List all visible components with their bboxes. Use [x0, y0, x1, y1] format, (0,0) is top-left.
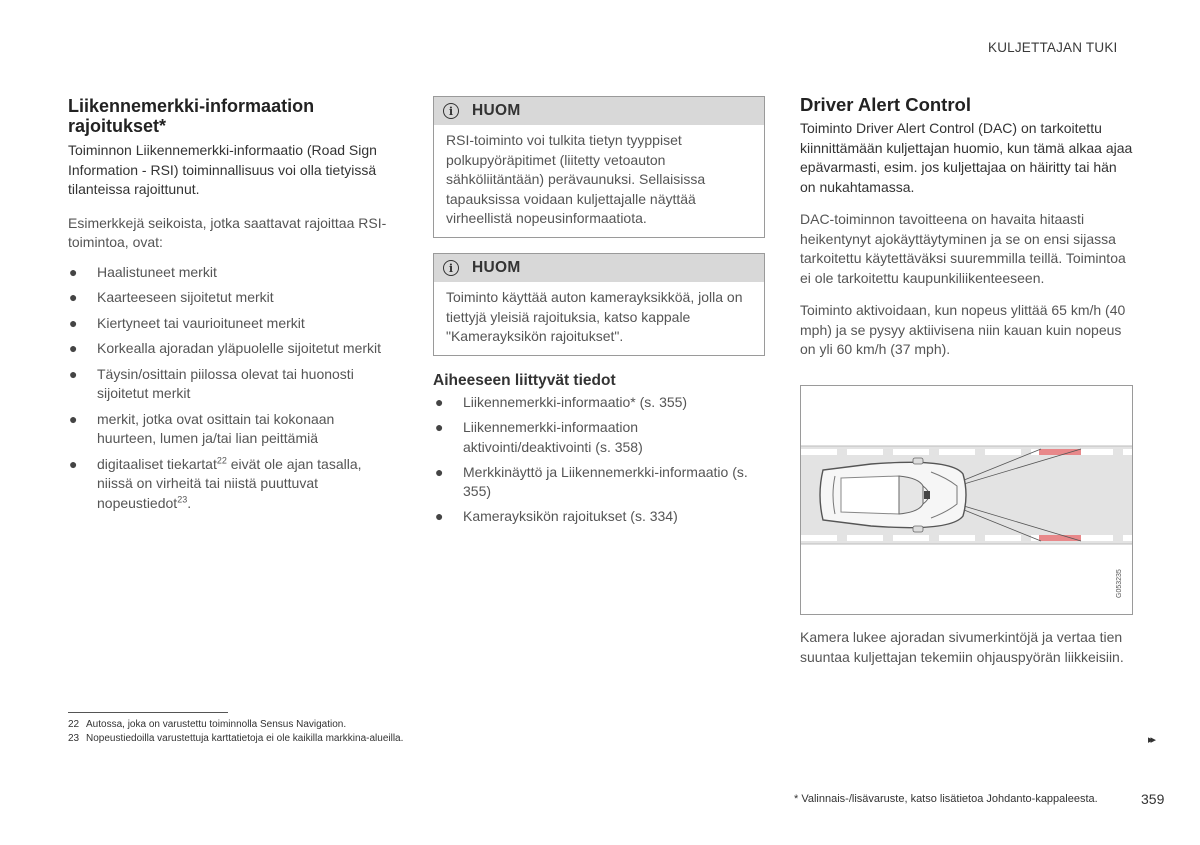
car-icon [820, 458, 966, 532]
bullet-icon: ● [69, 365, 78, 382]
next-page-arrow-icon[interactable]: ▸▸ [1148, 734, 1154, 746]
note-box-1 [433, 96, 765, 238]
bullet-icon: ● [435, 419, 444, 435]
camera-unit [924, 491, 930, 499]
list-item: ● Täysin/osittain piilossa olevat tai huonosti sijoitetut merkit [69, 365, 354, 401]
page-number: 359 [1141, 791, 1165, 807]
note-header [434, 254, 764, 282]
optional-equipment-note: * Valinnais-/lisävaruste, katso lisätietoa Johdanto-kappaleesta. [794, 793, 1098, 805]
list-item: ● Korkealla ajoradan yläpuolelle sijoitetut merkit [68, 339, 394, 359]
bullet-icon: ● [69, 410, 78, 427]
related-links [433, 393, 765, 527]
footnote: 23 Nopeustiedoilla varustettuja karttatietoja ei ole kaikilla markkina-alueilla. [68, 733, 404, 744]
footnote-ref[interactable]: 22 [216, 454, 227, 465]
dac-intro: Toiminto Driver Alert Control (DAC) on tarkoitettu kiinnittämään kuljettajan huomio, kun tämä alkaa ajaa epävarmasti, esim. jos kuljettajaa on häiritty tai hän on nukahtamassa. [800, 120, 1133, 195]
note-header [434, 97, 764, 125]
note-box-2 [433, 253, 765, 356]
figure-code: G053235 [1116, 569, 1123, 598]
figure-caption: Kamera lukee ajoradan sivumerkintöjä ja vertaa tien suuntaa kuljettajan tekemiin ohjauspyörän liikkeisiin. [800, 629, 1124, 665]
section-title [68, 96, 394, 136]
info-icon: i [443, 103, 459, 119]
section-header: KULJETTAJAN TUKI [988, 40, 1118, 55]
mirror [913, 526, 923, 532]
list-item: ● Haalistuneet merkit [68, 263, 394, 283]
note-text: Toiminto käyttää auton kamerayksikköä, jolla on tiettyjä yleisiä rajoituksia, katso kappale "Kamerayksikön rajoitukset". [446, 289, 743, 344]
list-item: ● digitaaliset tiekartat$^{22}$ eivät ole ajan tasalla, niissä on virheitä tai niistä puuttuvat nopeustiedot$^{23}$. [69, 454, 362, 511]
bullet-icon: ● [69, 340, 78, 356]
footnote-ref[interactable]: 23 [177, 493, 188, 504]
detected-lane-marker [1039, 535, 1081, 541]
dac-paragraph: DAC-toiminnon tavoitteena on havaita hitaasti heikentynyt ajokäyttäytyminen ja se on ensi sijassa tarkoitettu käytettäväksi suuremmilla teillä. Toimintoa ei ole tarkoitettu kaupunkiliikenteeseen. [800, 211, 1126, 286]
mirror [913, 458, 923, 464]
bullet-icon: ● [435, 508, 444, 524]
detected-lane-marker [1039, 449, 1081, 455]
list-item: ● Kiertyneet tai vaurioituneet merkit [68, 314, 394, 334]
related-link[interactable]: ● Kamerayksikön rajoitukset (s. 334) [433, 507, 765, 527]
rsi-limitations-section [68, 96, 394, 519]
bullet-icon: ● [69, 289, 78, 305]
footnote: 22 Autossa, joka on varustettu toiminnolla Sensus Navigation. [68, 719, 347, 730]
related-link[interactable]: ● Liikennemerkki-informaation aktivointi/deaktivointi (s. 358) [435, 419, 643, 455]
bullet-icon: ● [69, 455, 78, 472]
note-text: RSI-toiminto voi tulkita tietyn tyyppiset polkupyöräpitimet (liitetty vetoauton sähköliitäntään) perävaunuksi. Sellaisissa tapauksissa voidaan kuljettajalle näyttää virheellistä nopeusinformaatiota. [446, 132, 706, 226]
list-item: ● Kaarteeseen sijoitetut merkit [68, 288, 394, 308]
limitations-list [68, 263, 394, 514]
dac-paragraph: Toiminto aktivoidaan, kun nopeus ylittää 65 km/h (40 mph) ja se pysyy aktiivisena niin kauan kuin nopeus on yli 60 km/h (37 mph). [800, 302, 1126, 357]
dac-illustration [800, 385, 1133, 615]
examples-intro: Esimerkkejä seikoista, jotka saattavat rajoittaa RSI-toimintoa, ovat: [68, 214, 387, 250]
dac-section [800, 94, 1136, 360]
bullet-icon: ● [435, 463, 444, 480]
list-item: ● merkit, jotka ovat osittain tai kokonaan huurteen, lumen ja/tai lian peittämiä [69, 410, 335, 446]
title-line-1: Liikennemerkki-informaation [68, 96, 315, 116]
footnotes [68, 718, 403, 746]
bullet-icon: ● [435, 394, 444, 410]
footnote-divider [68, 712, 228, 713]
title-line-2: rajoitukset* [68, 116, 167, 136]
related-title: Aiheeseen liittyvät tiedot [433, 372, 616, 389]
intro-text: Toiminnon Liikennemerkki-informaatio (Road Sign Information - RSI) toiminnallisuus voi olla tietyissä tilanteissa rajoittunut. [68, 142, 377, 197]
dac-title: Driver Alert Control [800, 94, 971, 115]
bullet-icon: ● [69, 263, 78, 280]
related-info-section [433, 371, 765, 532]
bullet-icon: ● [69, 314, 78, 331]
note-title: HUOM [472, 102, 521, 119]
note-title: HUOM [472, 259, 521, 276]
related-link[interactable]: ● Merkkinäyttö ja Liikennemerkki-informaatio (s. 355) [435, 463, 748, 499]
info-icon: i [443, 260, 459, 276]
related-link[interactable]: ● Liikennemerkki-informaatio* (s. 355) [433, 393, 765, 413]
road-camera-diagram [801, 386, 1132, 614]
